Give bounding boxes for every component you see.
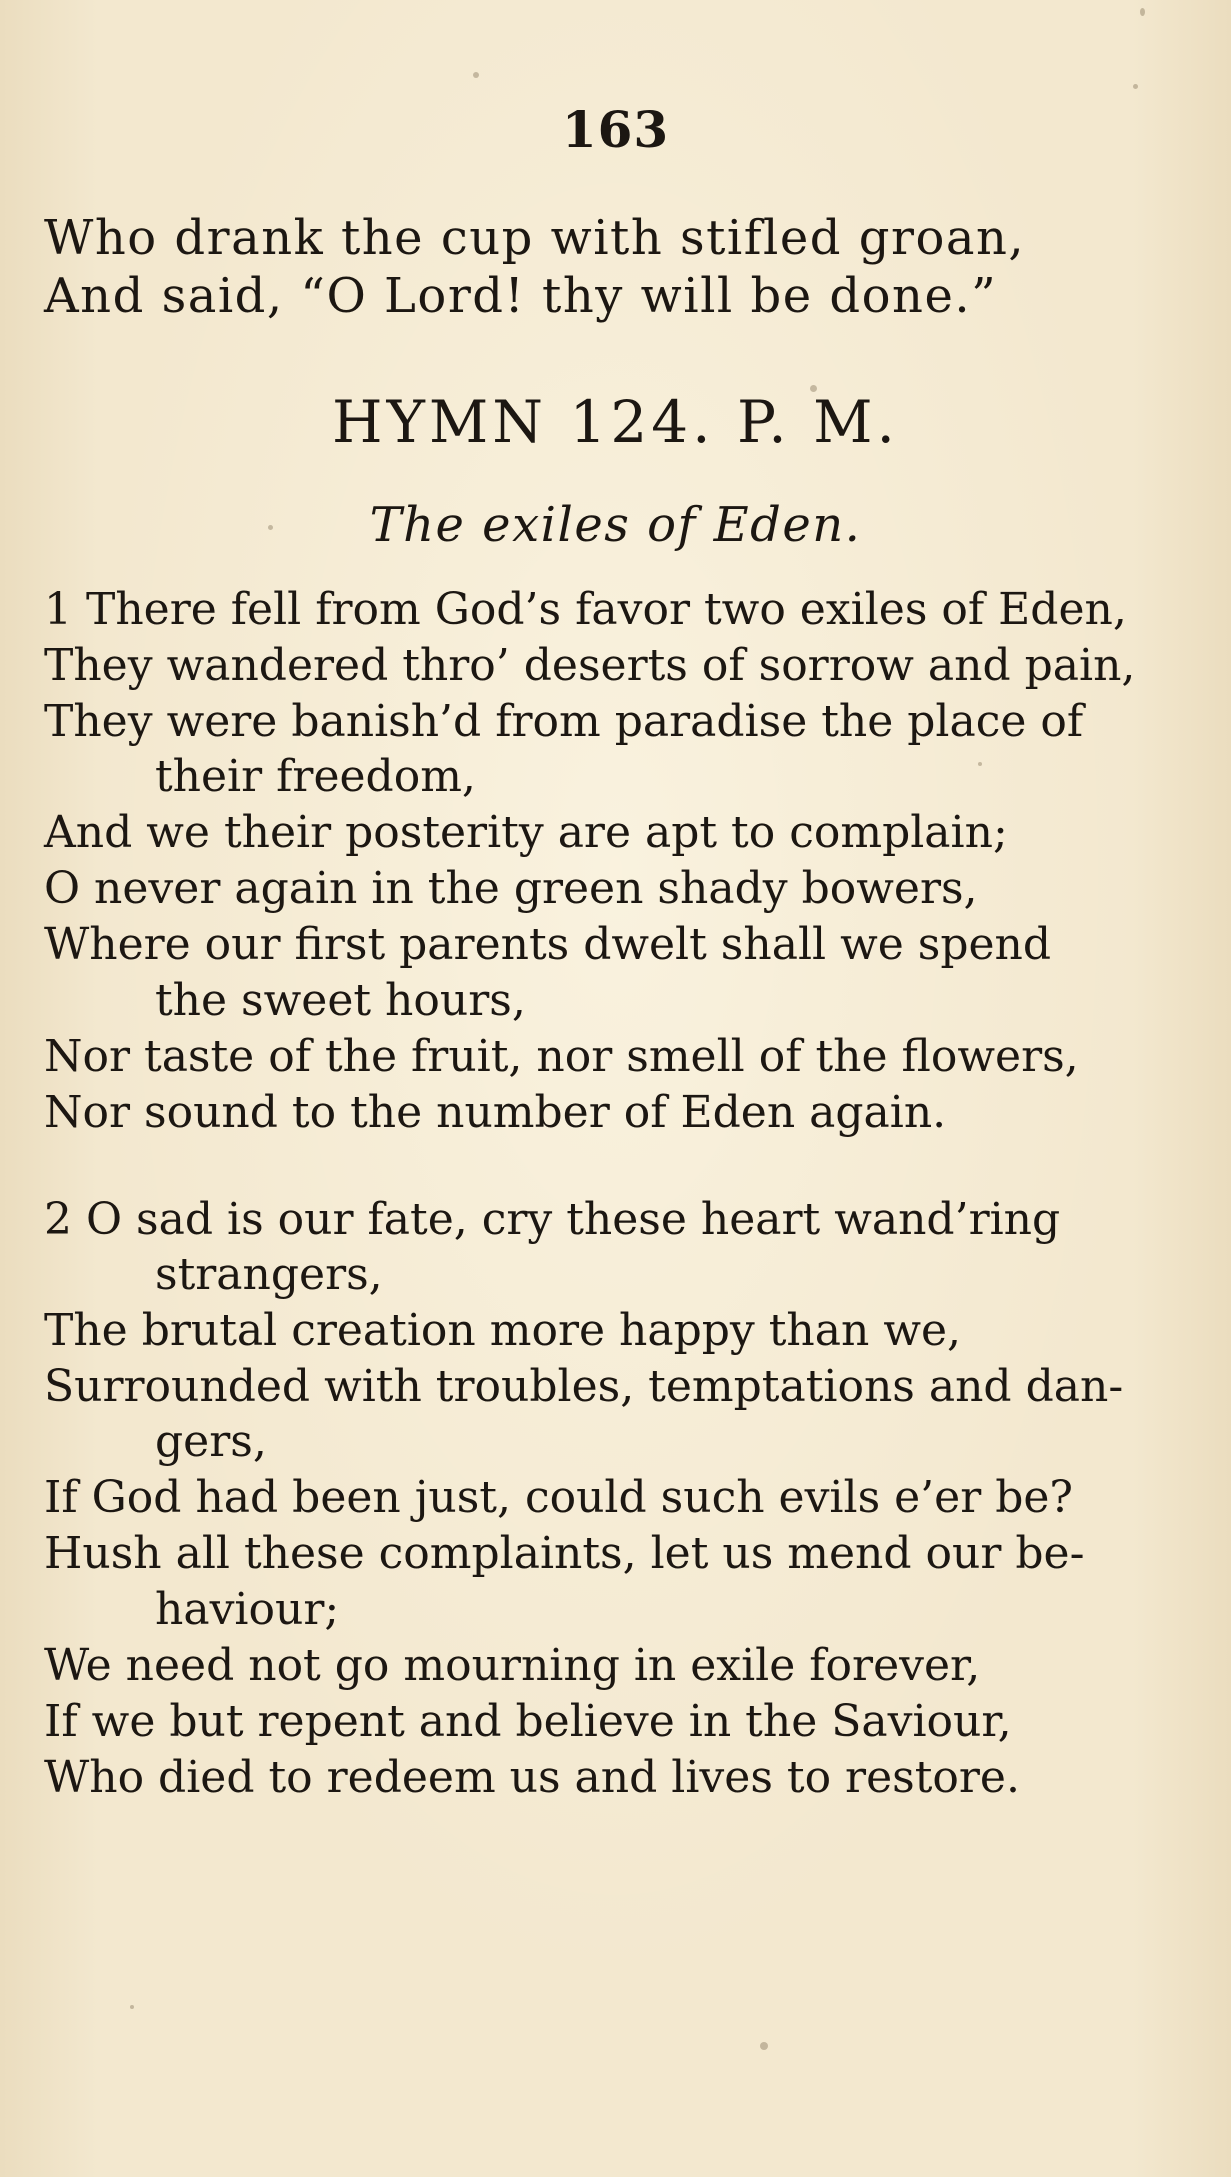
hymn-subtitle: The exiles of Eden. xyxy=(369,497,862,553)
hymn-title: HYMN 124. P. M. xyxy=(332,388,899,456)
verse-line: Where our first parents dwelt shall we spend xyxy=(44,919,1052,970)
verse-line: haviour; xyxy=(155,1584,340,1635)
ink-speck xyxy=(1140,8,1145,16)
ink-speck xyxy=(130,2005,134,2009)
verse-line: 2 O sad is our fate, cry these heart wand’ring xyxy=(44,1194,1061,1245)
verse-line: O never again in the green shady bowers, xyxy=(44,863,978,914)
verse-line: 1 There fell from God’s favor two exiles of Eden, xyxy=(44,584,1127,635)
ink-speck xyxy=(978,762,982,766)
verse-line: strangers, xyxy=(155,1249,383,1300)
verse-line: If we but repent and believe in the Saviour, xyxy=(44,1696,1012,1747)
ink-speck xyxy=(1133,84,1138,89)
verse-line: the sweet hours, xyxy=(155,975,526,1026)
verse-line: If God had been just, could such evils e’er be? xyxy=(44,1472,1074,1523)
verse-line: Surrounded with troubles, temptations and dan- xyxy=(44,1361,1124,1412)
verse-line: Who died to redeem us and lives to restore. xyxy=(44,1752,1020,1803)
verse-line: Nor sound to the number of Eden again. xyxy=(44,1087,947,1138)
verse-line: Hush all these complaints, let us mend our be- xyxy=(44,1528,1085,1579)
verse-line: We need not go mourning in exile forever, xyxy=(44,1640,981,1691)
page-number: 163 xyxy=(561,100,670,159)
verse-line: their freedom, xyxy=(155,751,476,802)
verse-line: They were banish’d from paradise the place of xyxy=(44,696,1084,747)
verse-line: Nor taste of the fruit, nor smell of the flowers, xyxy=(44,1031,1079,1082)
ink-speck xyxy=(473,72,479,78)
verse-line: gers, xyxy=(155,1416,267,1467)
verse-line: The brutal creation more happy than we, xyxy=(44,1305,962,1356)
verse-line: And we their posterity are apt to complain; xyxy=(44,807,1008,858)
verse-line: And said, “O Lord! thy will be done.” xyxy=(44,268,998,324)
ink-speck xyxy=(760,2042,768,2050)
verse-line: Who drank the cup with stifled groan, xyxy=(44,210,1026,266)
verse-line: They wandered thro’ deserts of sorrow and pain, xyxy=(44,640,1136,691)
